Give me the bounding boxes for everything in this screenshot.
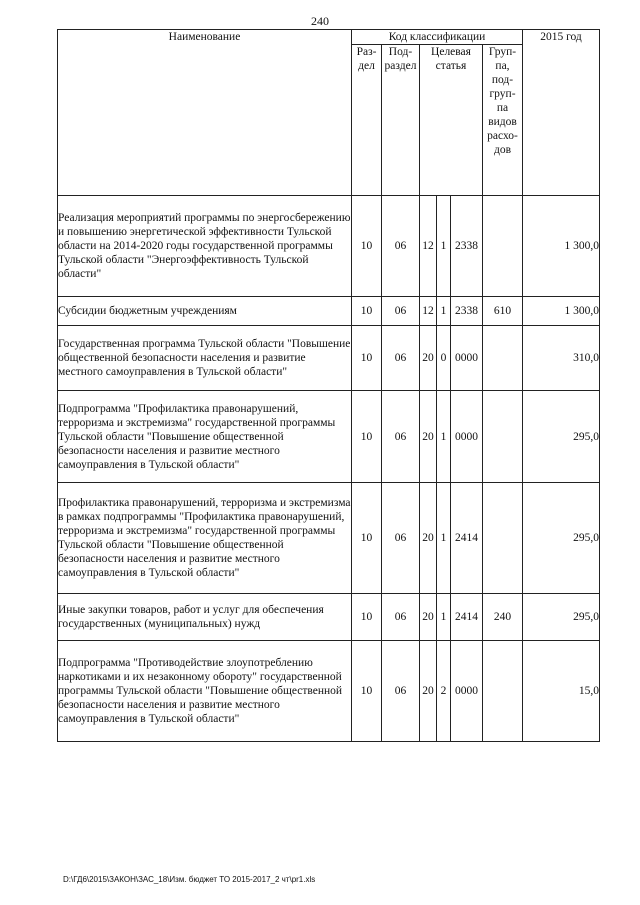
row-razdel: 10 bbox=[352, 326, 382, 391]
table-body bbox=[58, 196, 600, 742]
row-name: Профилактика правонарушений, терроризма и экстремизма в рамках подпрограммы "Профилактика правонарушений, терроризма и экстремизма" государственной программы Тульской области "Повышение общественной безопасности населения и развитие местного самоуправления в Тульской области" bbox=[58, 483, 352, 594]
header-name: Наименование bbox=[58, 30, 352, 196]
header-target-article: Целевая статья bbox=[420, 45, 483, 196]
table-row bbox=[58, 326, 600, 391]
row-expense-group bbox=[483, 326, 523, 391]
row-target-program: 20 bbox=[420, 483, 437, 594]
row-name: Подпрограмма "Профилактика правонарушений, терроризма и экстремизма" государственной программы Тульской области "Повышение общественной безопасности населения и развитие местного самоуправления в Тульской области" bbox=[58, 391, 352, 483]
footer-file-path: D:\ГД6\2015\ЗАКОН\ЗАС_18\Изм. бюджет ТО 2015-2017_2 чт\pr1.xls bbox=[63, 875, 316, 884]
row-expense-group bbox=[483, 483, 523, 594]
row-expense-group: 610 bbox=[483, 297, 523, 326]
page-number: 240 bbox=[311, 14, 329, 28]
row-target-subprogram: 1 bbox=[437, 391, 451, 483]
row-target-subprogram: 1 bbox=[437, 594, 451, 641]
row-razdel: 10 bbox=[352, 641, 382, 742]
row-razdel: 10 bbox=[352, 297, 382, 326]
row-amount-2015: 295,0 bbox=[523, 483, 600, 594]
header-podrazdel: Под- раздел bbox=[382, 45, 420, 196]
row-name: Подпрограмма "Противодействие злоупотреблению наркотиками и их незаконному обороту" государственной программы Тульской области "Повышение общественной безопасности населения и развитие местного самоуправления в Тульской области" bbox=[58, 641, 352, 742]
table-row bbox=[58, 391, 600, 483]
row-target-direction: 2338 bbox=[451, 196, 483, 297]
row-amount-2015: 295,0 bbox=[523, 594, 600, 641]
row-razdel: 10 bbox=[352, 196, 382, 297]
row-podrazdel: 06 bbox=[382, 641, 420, 742]
row-target-subprogram: 1 bbox=[437, 196, 451, 297]
row-amount-2015: 295,0 bbox=[523, 391, 600, 483]
row-target-direction: 0000 bbox=[451, 326, 483, 391]
row-amount-2015: 310,0 bbox=[523, 326, 600, 391]
row-expense-group bbox=[483, 391, 523, 483]
header-year: 2015 год bbox=[523, 30, 600, 196]
table-row bbox=[58, 641, 600, 742]
row-amount-2015: 1 300,0 bbox=[523, 297, 600, 326]
row-target-subprogram: 1 bbox=[437, 297, 451, 326]
row-target-program: 20 bbox=[420, 391, 437, 483]
row-razdel: 10 bbox=[352, 594, 382, 641]
row-target-program: 20 bbox=[420, 594, 437, 641]
row-target-subprogram: 2 bbox=[437, 641, 451, 742]
header-razdel: Раз- дел bbox=[352, 45, 382, 196]
row-target-subprogram: 1 bbox=[437, 483, 451, 594]
row-target-direction: 2414 bbox=[451, 594, 483, 641]
row-name: Реализация мероприятий программы по энергосбережению и повышению энергетической эффективности Тульской области на 2014-2020 годы государственной программы Тульской области "Энергоэффективность Тульской области" bbox=[58, 196, 352, 297]
table-row bbox=[58, 297, 600, 326]
table-row bbox=[58, 594, 600, 641]
row-target-direction: 0000 bbox=[451, 391, 483, 483]
row-expense-group bbox=[483, 196, 523, 297]
row-target-program: 12 bbox=[420, 297, 437, 326]
row-target-program: 20 bbox=[420, 326, 437, 391]
row-podrazdel: 06 bbox=[382, 483, 420, 594]
row-podrazdel: 06 bbox=[382, 196, 420, 297]
row-amount-2015: 15,0 bbox=[523, 641, 600, 742]
row-razdel: 10 bbox=[352, 483, 382, 594]
budget-table bbox=[57, 29, 600, 742]
row-expense-group: 240 bbox=[483, 594, 523, 641]
row-name: Субсидии бюджетным учреждениям bbox=[58, 297, 352, 326]
row-podrazdel: 06 bbox=[382, 297, 420, 326]
row-podrazdel: 06 bbox=[382, 594, 420, 641]
row-amount-2015: 1 300,0 bbox=[523, 196, 600, 297]
row-target-program: 20 bbox=[420, 641, 437, 742]
row-razdel: 10 bbox=[352, 391, 382, 483]
row-name: Государственная программа Тульской области "Повышение общественной безопасности населения и развитие местного самоуправления в Тульской области" bbox=[58, 326, 352, 391]
row-name: Иные закупки товаров, работ и услуг для обеспечения государственных (муниципальных) нужд bbox=[58, 594, 352, 641]
header-classification: Код классификации bbox=[352, 30, 523, 45]
table-row bbox=[58, 196, 600, 297]
row-target-program: 12 bbox=[420, 196, 437, 297]
header-expense-group: Груп- па, под- груп- па видов расхо- дов bbox=[483, 45, 523, 196]
row-expense-group bbox=[483, 641, 523, 742]
row-target-direction: 0000 bbox=[451, 641, 483, 742]
row-target-subprogram: 0 bbox=[437, 326, 451, 391]
row-target-direction: 2414 bbox=[451, 483, 483, 594]
table-row bbox=[58, 483, 600, 594]
row-podrazdel: 06 bbox=[382, 326, 420, 391]
row-podrazdel: 06 bbox=[382, 391, 420, 483]
row-target-direction: 2338 bbox=[451, 297, 483, 326]
